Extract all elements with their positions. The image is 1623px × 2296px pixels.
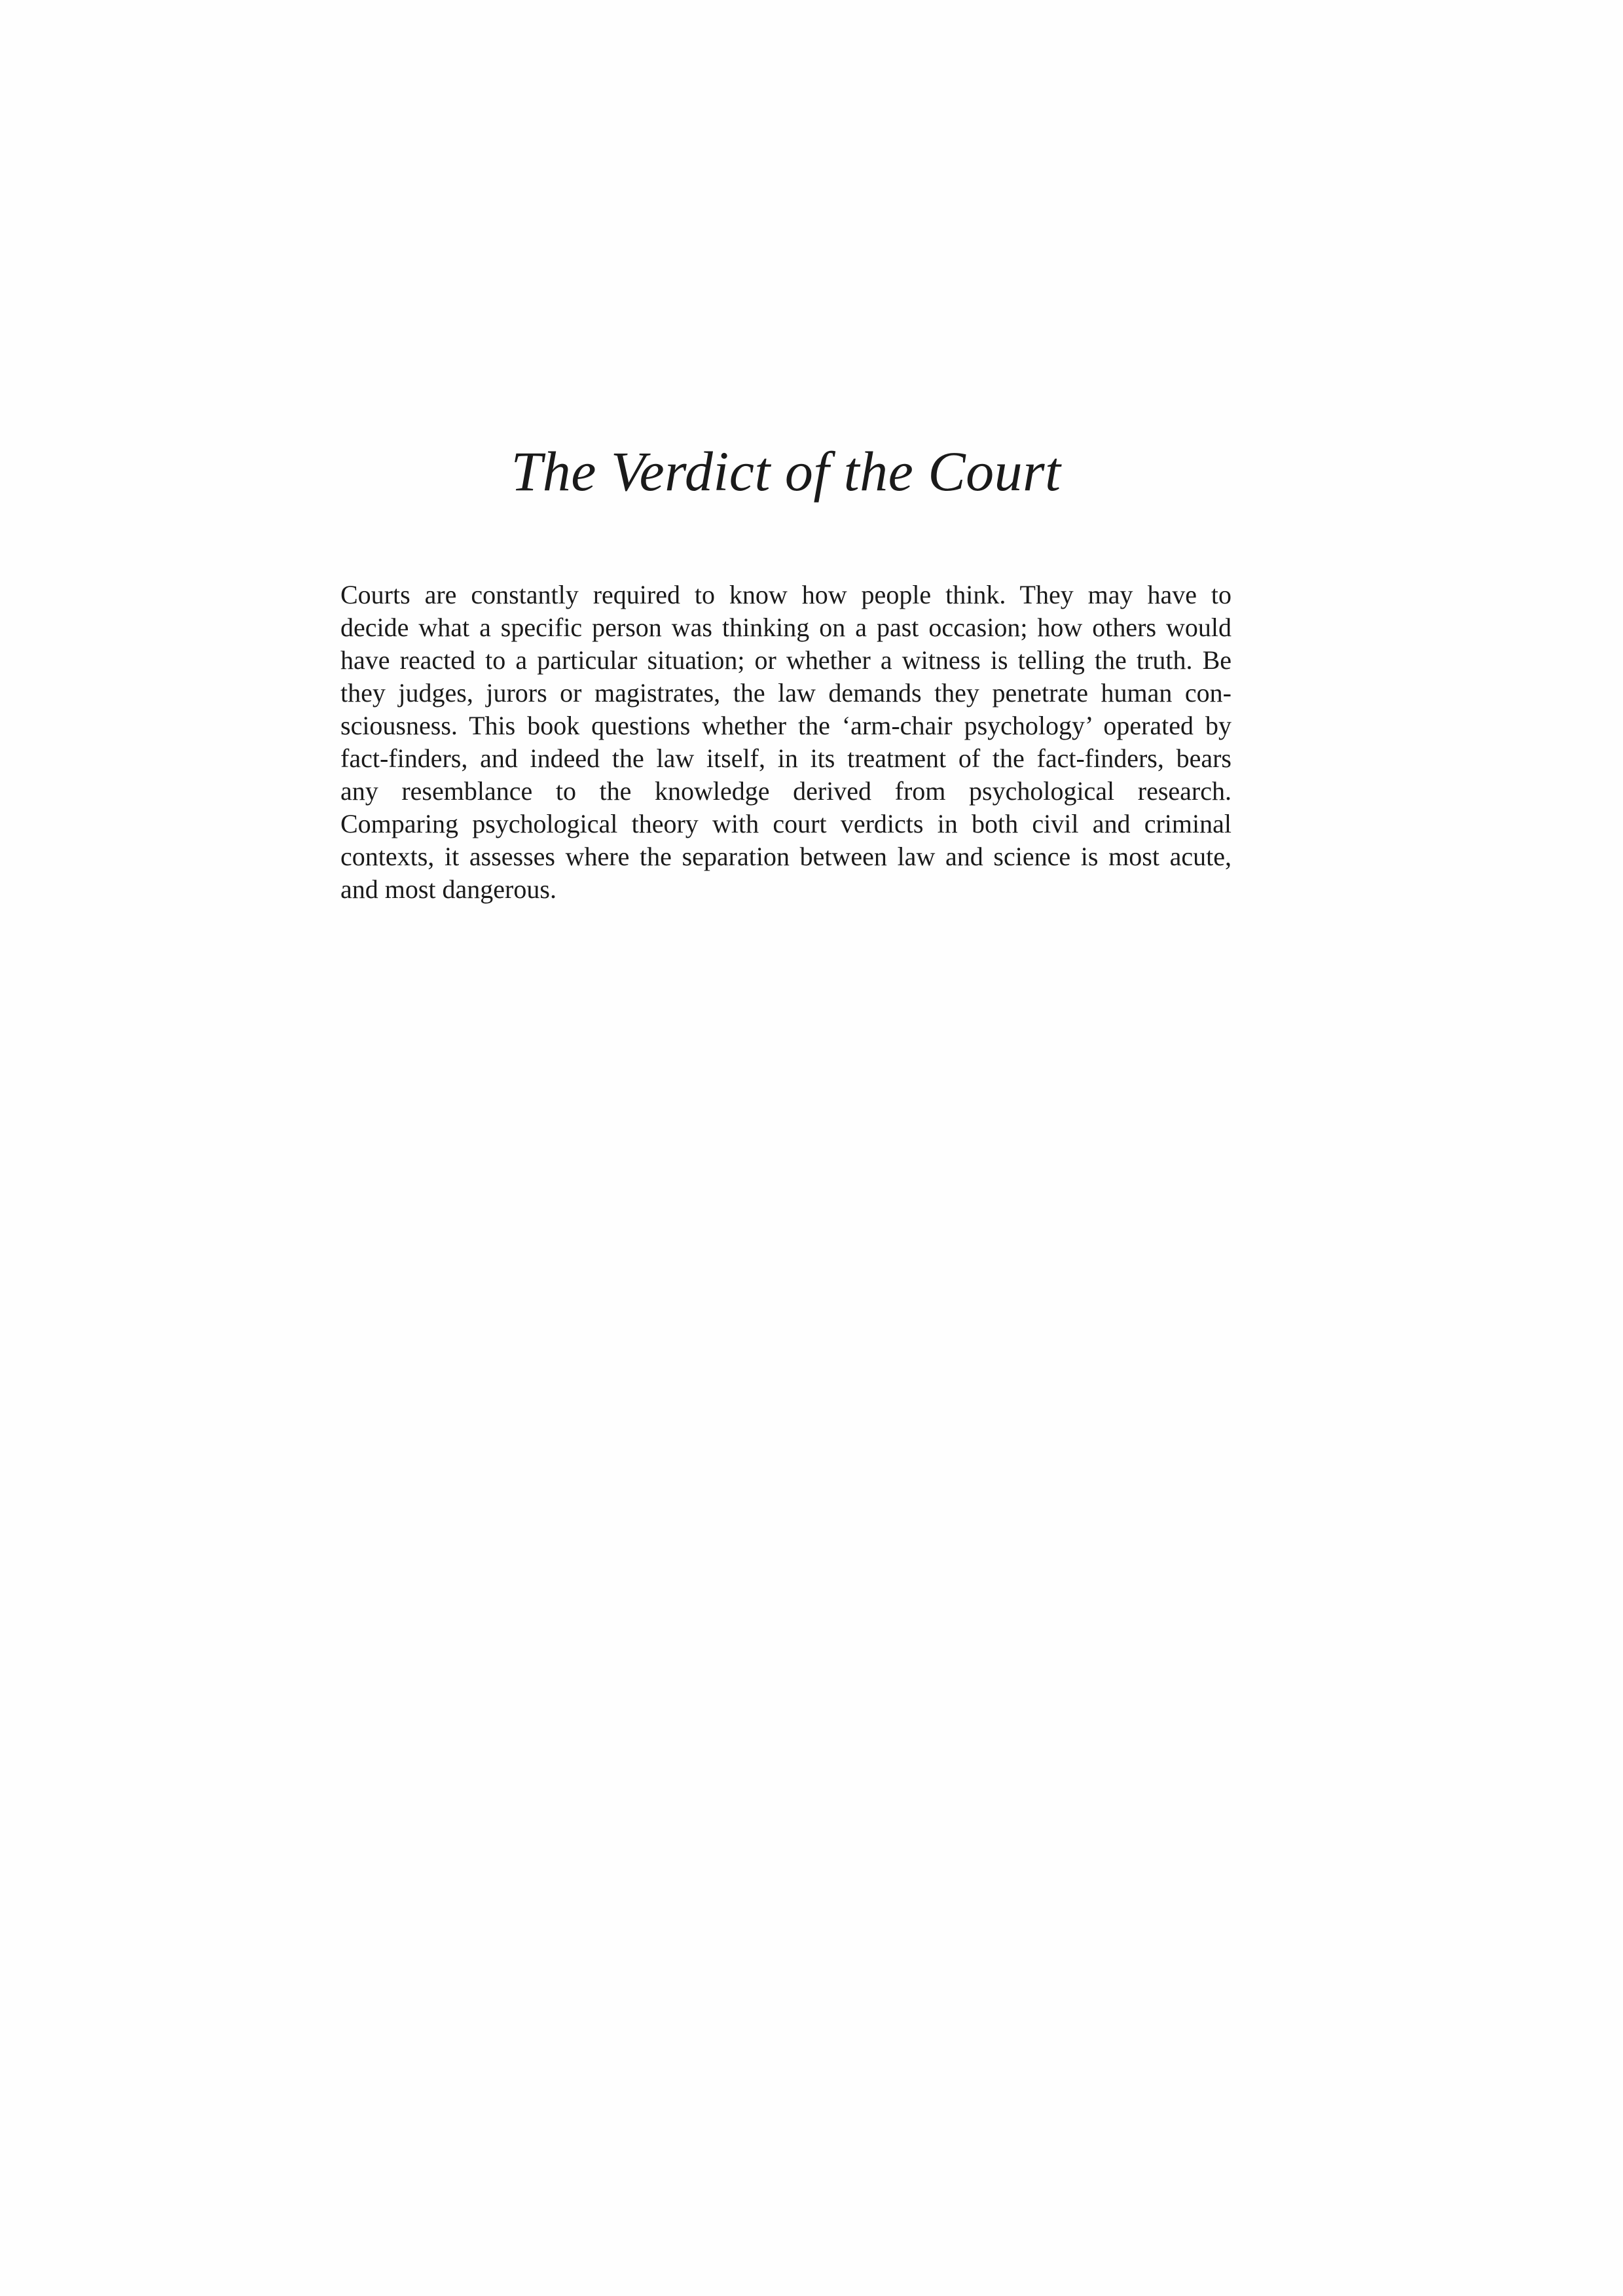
description-line: Courts are constantly required to know how people think. They may have to xyxy=(340,580,1231,609)
description-line: sciousness. This book questions whether the ‘arm-chair psychology’ operated by xyxy=(340,711,1231,740)
book-description xyxy=(340,579,1231,906)
description-line: contexts, it assesses where the separation between law and science is most acute, xyxy=(340,842,1231,871)
description-line: have reacted to a particular situation; or whether a witness is telling the truth. Be xyxy=(340,645,1231,675)
description-line: and most dangerous. xyxy=(340,874,556,904)
description-line: Comparing psychological theory with court verdicts in both civil and criminal xyxy=(340,809,1231,838)
page-title: The Verdict of the Court xyxy=(511,440,1061,503)
description-line: decide what a specific person was thinking on a past occasion; how others would xyxy=(340,613,1231,642)
description-line: they judges, jurors or magistrates, the law demands they penetrate human con- xyxy=(340,678,1231,708)
description-line: any resemblance to the knowledge derived from psychological research. xyxy=(340,776,1231,806)
description-line: fact-finders, and indeed the law itself, in its treatment of the fact-finders, bears xyxy=(340,744,1231,773)
